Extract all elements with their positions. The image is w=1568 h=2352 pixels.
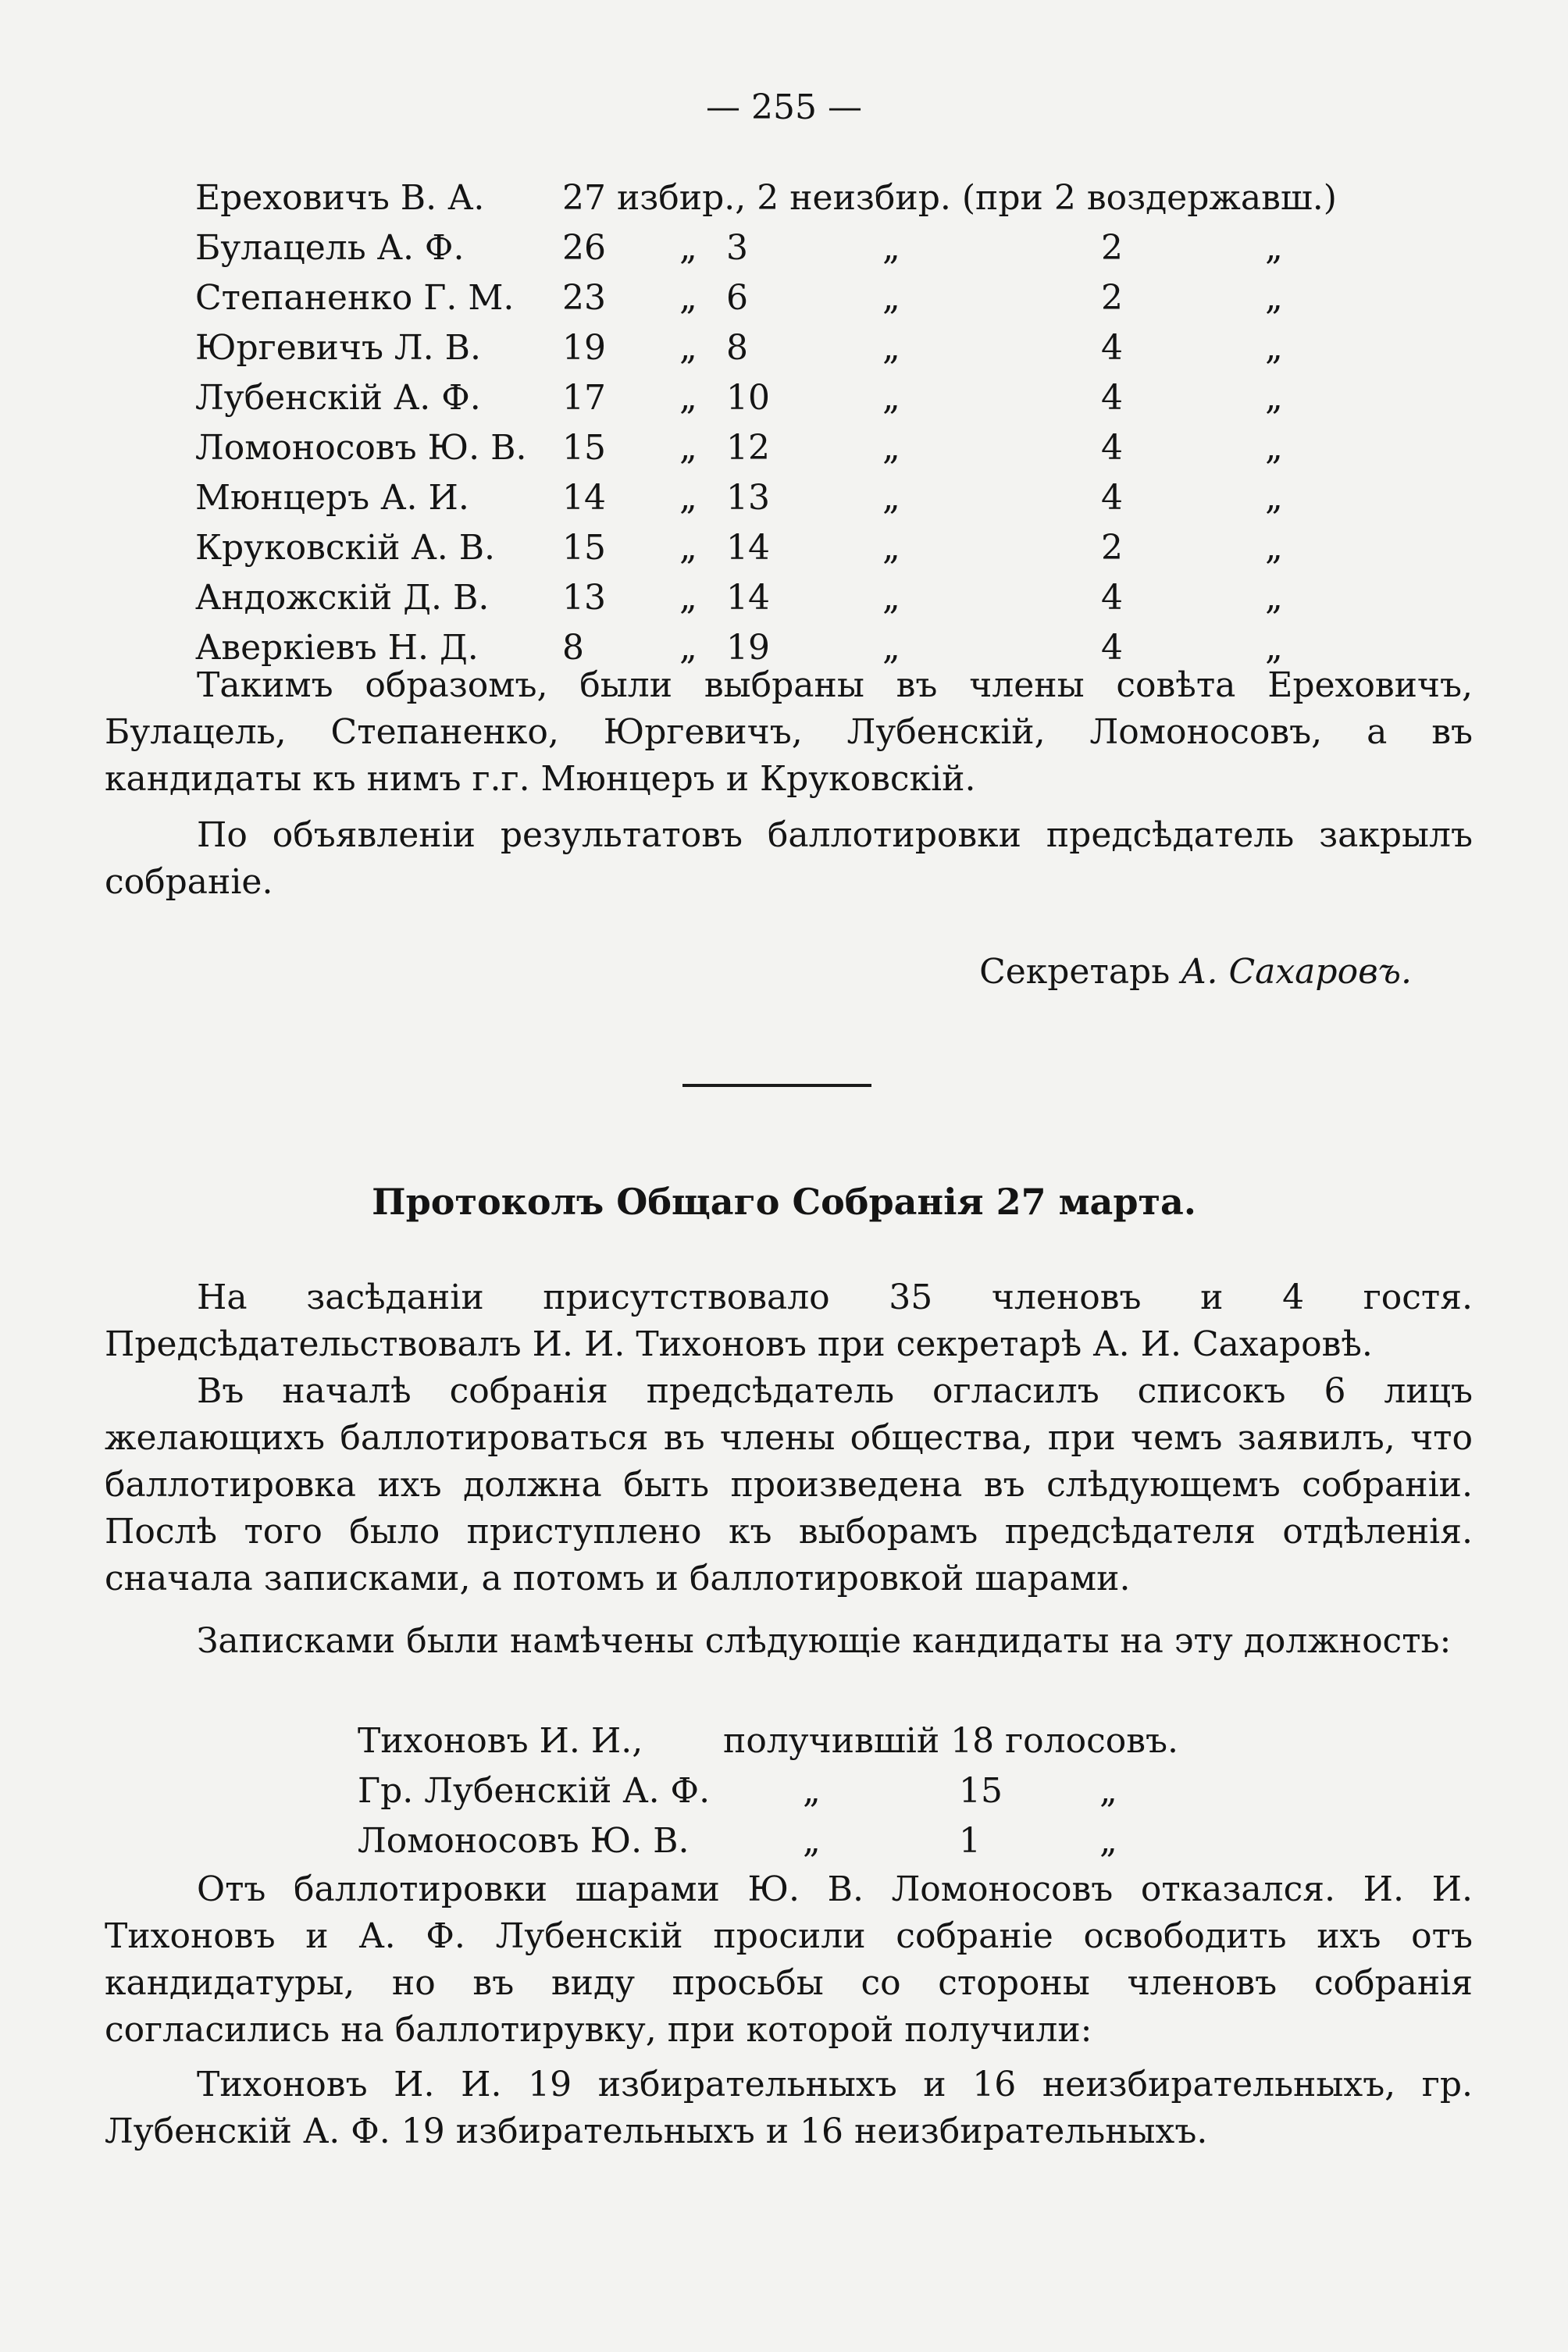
- candidate-votes: получившій 18 голосовъ.: [723, 1721, 1178, 1761]
- section-divider: [682, 1084, 871, 1087]
- ditto-mark: „: [1099, 1821, 1117, 1861]
- paragraph-present: На засѣданіи присутствовало 35 членовъ и 4 гостя. Предсѣдательствовалъ И. И. Тихоновъ при секретарѣ А. И. Сахаровѣ.: [105, 1278, 1473, 1364]
- ditto-mark: „: [679, 378, 697, 418]
- vote-abstained: 2: [1101, 278, 1123, 318]
- ditto-mark: „: [882, 228, 900, 268]
- vote-elected: 19: [562, 328, 606, 368]
- ditto-mark: „: [1265, 328, 1283, 368]
- vote-not-elected: 3: [726, 228, 748, 268]
- signature: [979, 949, 1412, 996]
- signature-name: А. Сахаровъ.: [1181, 952, 1412, 992]
- vote-elected: 15: [562, 428, 606, 468]
- paragraph-result: Такимъ образомъ, были выбраны въ члены совѣта Ереховичъ, Булацель, Степаненко, Юргевичъ, Лубенскій, Ломоносовъ, а въ кандидаты къ нимъ г.г. Мюнцеръ и Круковскій.: [105, 665, 1473, 799]
- ditto-mark: „: [679, 628, 697, 668]
- vote-text: 27 избир., 2 неизбир. (при 2 воздержавш.): [562, 178, 1337, 218]
- vote-abstained: 2: [1101, 528, 1123, 568]
- ditto-mark: „: [803, 1821, 821, 1861]
- candidate-name: Тихоновъ И. И.,: [358, 1721, 643, 1761]
- ditto-mark: „: [1265, 528, 1283, 568]
- vote-abstained: 4: [1101, 428, 1123, 468]
- vote-name: Ломоносовъ Ю. В.: [195, 428, 527, 468]
- signature-label: Секретарь: [979, 952, 1171, 992]
- ditto-mark: „: [1265, 478, 1283, 518]
- vote-not-elected: 10: [726, 378, 770, 418]
- paragraph-notes: Записками были намѣчены слѣдующіе кандидаты на эту должность:: [197, 1621, 1452, 1661]
- ditto-mark: „: [882, 528, 900, 568]
- vote-not-elected: 14: [726, 578, 770, 618]
- vote-name: Андожскій Д. В.: [195, 578, 490, 618]
- vote-abstained: 2: [1101, 228, 1123, 268]
- ditto-mark: „: [882, 578, 900, 618]
- vote-abstained: 4: [1101, 478, 1123, 518]
- vote-not-elected: 12: [726, 428, 770, 468]
- ditto-mark: „: [882, 278, 900, 318]
- ditto-mark: „: [679, 478, 697, 518]
- candidate-votes: 1: [959, 1821, 981, 1861]
- ditto-mark: „: [803, 1771, 821, 1811]
- vote-not-elected: 14: [726, 528, 770, 568]
- paragraph-final: Тихоновъ И. И. 19 избирательныхъ и 16 неизбирательныхъ, гр. Лубенскій А. Ф. 19 избирательныхъ и 16 неизбирательныхъ.: [105, 2065, 1473, 2151]
- section-heading: Протоколъ Общаго Собранія 27 марта.: [372, 1181, 1196, 1223]
- paragraph-begin: Въ началѣ собранія предсѣдатель огласилъ списокъ 6 лицъ желающихъ баллотироваться въ члены общества, при чемъ заявилъ, что баллотировка ихъ должна быть произведена въ слѣдующемъ собраніи. Послѣ того было приступлено къ выборамъ предсѣдателя отдѣленія. сначала записками, а потомъ и баллотировкой шарами.: [105, 1371, 1473, 1598]
- vote-elected: 8: [562, 628, 584, 668]
- ditto-mark: „: [679, 278, 697, 318]
- vote-name: Аверкіевъ Н. Д.: [195, 628, 479, 668]
- candidate-name: Гр. Лубенскій А. Ф.: [358, 1771, 711, 1811]
- ditto-mark: „: [679, 328, 697, 368]
- vote-elected: 26: [562, 228, 606, 268]
- candidate-name: Ломоносовъ Ю. В.: [358, 1821, 690, 1861]
- vote-elected: 15: [562, 528, 606, 568]
- ditto-mark: „: [1099, 1771, 1117, 1811]
- vote-abstained: 4: [1101, 378, 1123, 418]
- ditto-mark: „: [882, 328, 900, 368]
- ditto-mark: „: [679, 528, 697, 568]
- vote-elected: 23: [562, 278, 606, 318]
- paragraph-close: По объявленіи результатовъ баллотировки предсѣдатель закрылъ собраніе.: [105, 815, 1473, 902]
- vote-not-elected: 6: [726, 278, 748, 318]
- ditto-mark: „: [1265, 278, 1283, 318]
- vote-name: Круковскій А. В.: [195, 528, 496, 568]
- ditto-mark: „: [882, 628, 900, 668]
- vote-abstained: 4: [1101, 328, 1123, 368]
- ditto-mark: „: [679, 228, 697, 268]
- candidate-votes: 15: [959, 1771, 1003, 1811]
- paragraph-refuse: Отъ баллотировки шарами Ю. В. Ломоносовъ отказался. И. И. Тихоновъ и А. Ф. Лубенскій просили собраніе освободить ихъ отъ кандидатуры, но въ виду просьбы со стороны членовъ собранія согласились на баллотирувку, при которой получили:: [105, 1869, 1473, 2050]
- ditto-mark: „: [679, 428, 697, 468]
- vote-elected: 13: [562, 578, 606, 618]
- ditto-mark: „: [882, 478, 900, 518]
- ditto-mark: „: [1265, 578, 1283, 618]
- vote-not-elected: 8: [726, 328, 748, 368]
- vote-not-elected: 13: [726, 478, 770, 518]
- vote-abstained: 4: [1101, 578, 1123, 618]
- vote-not-elected: 19: [726, 628, 770, 668]
- ditto-mark: „: [679, 578, 697, 618]
- ditto-mark: „: [1265, 228, 1283, 268]
- vote-name: Юргевичъ Л. В.: [195, 328, 481, 368]
- vote-elected: 14: [562, 478, 606, 518]
- vote-name: Булацель А. Ф.: [195, 228, 465, 268]
- ditto-mark: „: [1265, 428, 1283, 468]
- ditto-mark: „: [882, 378, 900, 418]
- page-number: — 255 —: [706, 87, 862, 127]
- ditto-mark: „: [1265, 628, 1283, 668]
- ditto-mark: „: [1265, 378, 1283, 418]
- vote-name: Лубенскій А. Ф.: [195, 378, 481, 418]
- ditto-mark: „: [882, 428, 900, 468]
- vote-name: Ереховичъ В. А.: [195, 178, 485, 218]
- vote-elected: 17: [562, 378, 606, 418]
- vote-name: Степаненко Г. М.: [195, 278, 515, 318]
- vote-abstained: 4: [1101, 628, 1123, 668]
- vote-name: Мюнцеръ А. И.: [195, 478, 469, 518]
